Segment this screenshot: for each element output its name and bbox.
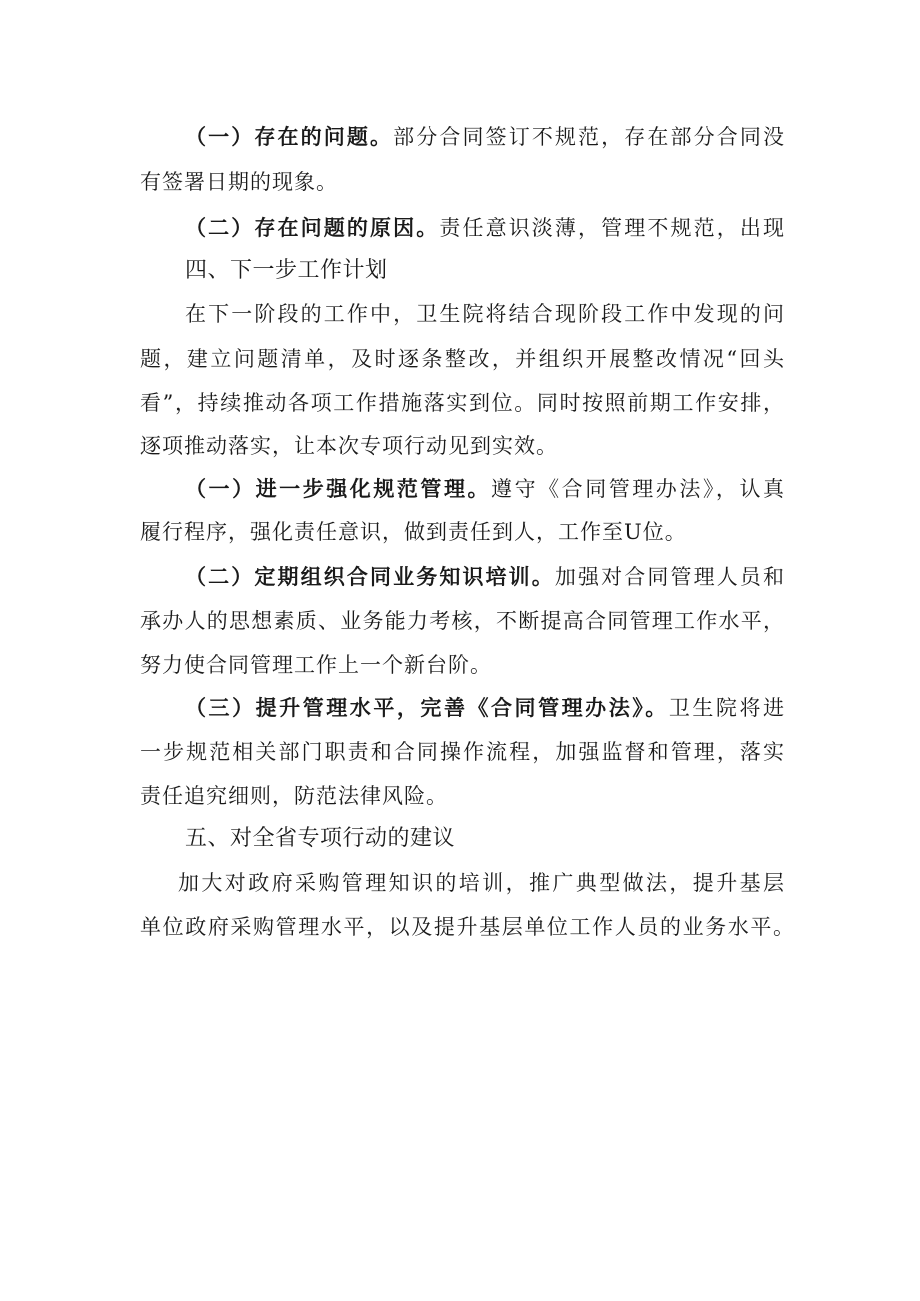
- plan-item-2-text: 加强对合同管理人员和: [554, 565, 786, 589]
- section-5-line-2: 单位政府采购管理水平，以及提升基层单位工作人员的业务水平。: [140, 915, 795, 939]
- section-5-line-1: 加大对政府采购管理知识的培训，推广典型做法，提升基层: [178, 871, 785, 895]
- plan-item-2-line-2: 承办人的思想素质、业务能力考核，不断提高合同管理工作水平，: [140, 609, 785, 633]
- plan-item-1-title: （一）进一步强化规范管理。: [185, 476, 492, 501]
- plan-item-3-title: （三）提升管理水平，完善《合同管理办法》。: [185, 695, 669, 720]
- issue-item-1-text: 部分合同签订不规范，存在部分合同没: [393, 125, 786, 149]
- issue-item-2-line-1: [185, 213, 785, 243]
- plan-item-3-line-2: 一步规范相关部门职责和合同操作流程，加强监督和管理，落实: [140, 740, 785, 764]
- plan-item-3-line-1: [185, 693, 785, 723]
- plan-item-2-title: （二）定期组织合同业务知识培训。: [185, 564, 555, 589]
- issue-item-1-line-2: 有签署日期的现象。: [140, 170, 338, 194]
- plan-item-3-text: 卫生院将进: [668, 696, 786, 720]
- issue-item-1-line-1: [185, 122, 785, 152]
- plan-item-3-line-3: 责任追究细则，防范法律风险。: [140, 784, 448, 808]
- section-4-heading: 四、下一步工作计划: [185, 258, 388, 283]
- section-4-intro-line-1: 在下一阶段的工作中，卫生院将结合现阶段工作中发现的问: [185, 302, 785, 326]
- plan-item-1-line-2: 履行程序，强化责任意识，做到责任到人，工作至U位。: [140, 520, 687, 544]
- section-4-intro-line-4: 逐项推动落实，让本次专项行动见到实效。: [140, 434, 558, 458]
- plan-item-1-line-1: [185, 474, 785, 504]
- section-5-heading: 五、对全省专项行动的建议: [185, 826, 456, 851]
- plan-item-2-line-3: 努力使合同管理工作上一个新台阶。: [140, 653, 492, 677]
- section-4-intro-line-2: 题，建立问题清单，及时逐条整改，并组织开展整改情况“回头: [140, 347, 785, 371]
- plan-item-2-line-1: [185, 562, 785, 592]
- plan-item-1-text: 遵守《合同管理办法》，认真: [491, 477, 786, 501]
- section-4-intro-line-3: 看”，持续推动各项工作措施落实到位。同时按照前期工作安排，: [140, 391, 785, 415]
- issue-item-2-text: 责任意识淡薄，管理不规范，出现: [439, 216, 786, 240]
- issue-item-1-title: （一）存在的问题。: [185, 124, 394, 149]
- issue-item-2-title: （二）存在问题的原因。: [185, 215, 440, 240]
